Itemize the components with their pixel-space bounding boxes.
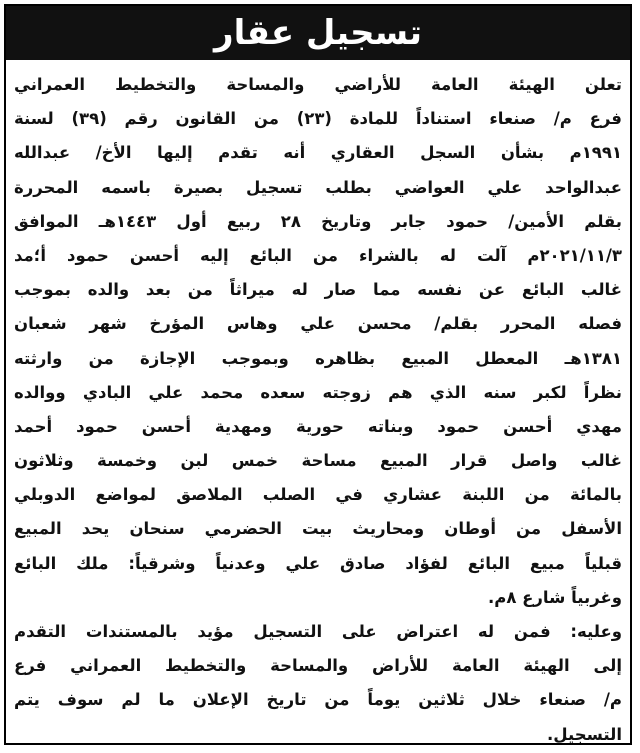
notice-line: ٢٠٢١/١١/٣م آلت له بالشراء من البائع إليه أحسن حمود أ؛مد [14,245,622,265]
notice-line: بقلم الأمين/ حمود جابر وتاريخ ٢٨ ربيع أول ١٤٤٣هـ الموافق [14,211,622,231]
notice-line: إلى الهيئة العامة للأراض والمساحة والتخطيط العمراني فرع [14,656,622,676]
notice-line: قبلياً مبيع البائع لفؤاد صادق علي وعدنياً وشرقياً: ملك البائع [14,553,622,573]
notice-line: م/ صنعاء خلال ثلاثين يوماً من تاريخ الإعلان ما لم سوف يتم [14,690,622,710]
notice-line: وعليه: فمن له اعتراض على التسجيل مؤيد بالمستندات التقدم [14,622,622,641]
notice-line: التسجيل. [547,724,622,744]
notice-line: بالمائة من اللبنة عشاري في الصلب الملاصق لمواضع الدوبلي [14,485,622,505]
notice-line: مهدي أحسن حمود وبناته حورية ومهدية أحسن حمود أحمد [14,416,622,436]
notice-line: فرع م/ صنعاء استناداً للمادة (٢٣) من القانون رقم (٣٩) لسنة [14,109,622,129]
notice-body [14,68,622,744]
notice-line: الأسفل من أوطان ومحاريث بيت الحضرمي سنحان يحد المبيع [14,519,622,539]
notice-line: ١٣٨١هـ المعطل المبيع بظاهره وبموجب الإجازة من وارثته [14,348,622,368]
notice-line: نظراً لكبر سنه الذي هم زوجته سعده محمد علي البادي ووالده [14,382,622,402]
notice-line: ١٩٩١م بشأن السجل العقاري أنه تقدم إليها الأخ/ عبدالله [14,143,622,163]
notice-line: وغربياً شارع ٨م. [487,587,622,607]
notice-title-bar [6,6,630,64]
notice-line: عبدالواحد علي العواضي بطلب تسجيل بصيرة باسمه المحررة [14,177,622,197]
notice-line: غالب البائع عن نفسه مما صار له ميراثاً من بعد والده بموجب [14,280,622,300]
notice-line: فصله المحرر بقلم/ محسن علي وهاس المؤرخ شهر شعبان [14,314,622,334]
notice-title: تسجيل عقار [214,13,422,53]
notice-line: غالب واصل قرار المبيع مساحة خمس لبن وخمسة وثلاثون [14,451,622,471]
property-registration-notice [4,4,632,745]
notice-line: تعلن الهيئة العامة للأراضي والمساحة والتخطيط العمراني [14,75,622,94]
